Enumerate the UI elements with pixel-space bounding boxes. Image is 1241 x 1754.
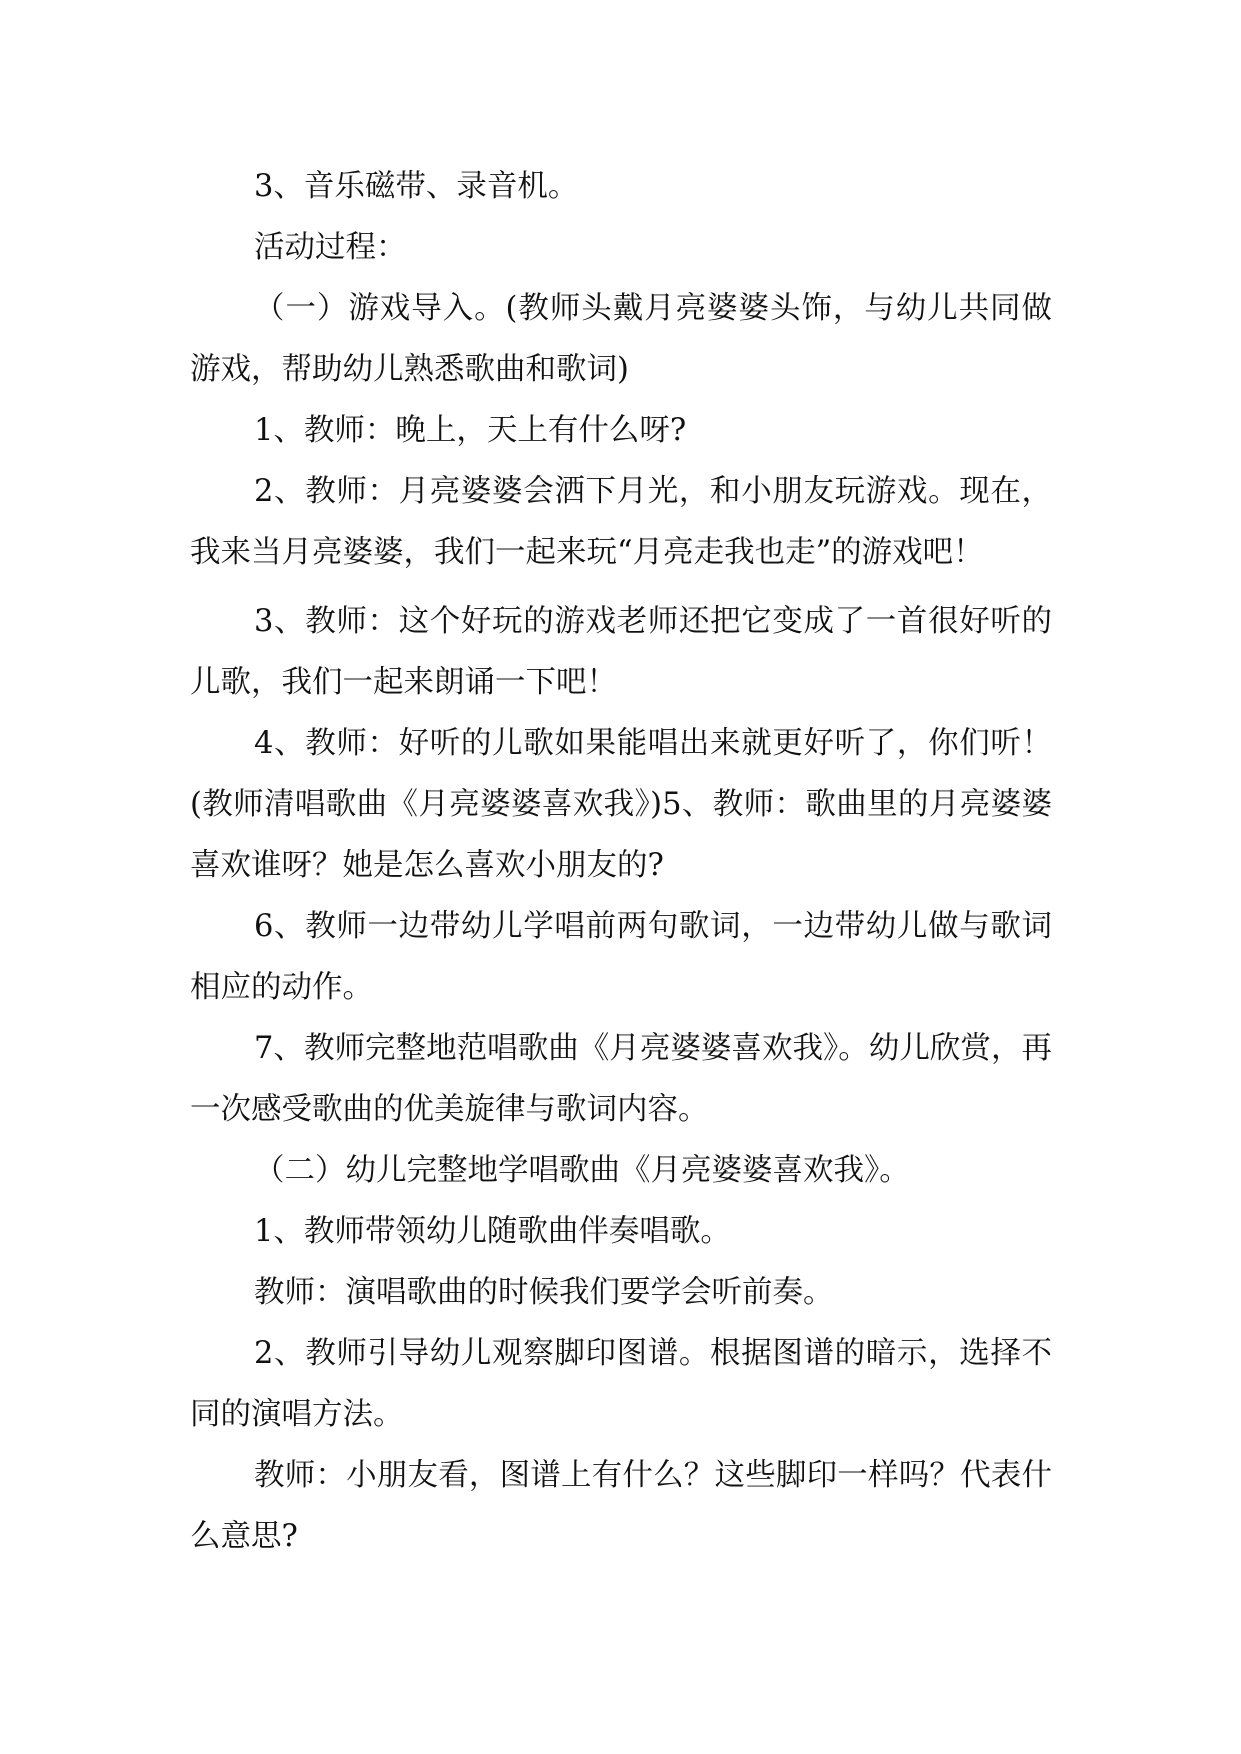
paragraph-step-7: 7、教师完整地范唱歌曲《月亮婆婆喜欢我》。幼儿欣赏，再一次感受歌曲的优美旋律与歌词内容。 [190,1031,1052,1127]
paragraph-section-1-heading: （一）游戏导入。(教师头戴月亮婆婆头饰，与幼儿共同做游戏，帮助幼儿熟悉歌曲和歌词) [190,291,1052,387]
paragraph-step-4-5: 4、教师：好听的儿歌如果能唱出来就更好听了，你们听！(教师清唱歌曲《月亮婆婆喜欢我》)5、教师：歌曲里的月亮婆婆喜欢谁呀？她是怎么喜欢小朋友的? [190,726,1052,883]
paragraph-activity-process-heading: 活动过程： [254,230,407,265]
paragraph-section-2-teacher-question: 教师：小朋友看，图谱上有什么？这些脚印一样吗？代表什么意思? [190,1458,1052,1554]
paragraph-section-2-step-2: 2、教师引导幼儿观察脚印图谱。根据图谱的暗示，选择不同的演唱方法。 [190,1336,1052,1432]
document-body [190,156,1052,1567]
paragraph-step-6: 6、教师一边带幼儿学唱前两句歌词，一边带幼儿做与歌词相应的动作。 [190,909,1052,1005]
paragraph-section-2-teacher-note: 教师：演唱歌曲的时候我们要学会听前奏。 [254,1275,834,1310]
paragraph-materials-3: 3、音乐磁带、录音机。 [254,169,579,204]
paragraph-section-2-step-1: 1、教师带领幼儿随歌曲伴奏唱歌。 [254,1214,731,1249]
paragraph-step-3: 3、教师：这个好玩的游戏老师还把它变成了一首很好听的儿歌，我们一起来朗诵一下吧！ [190,604,1052,700]
paragraph-step-2: 2、教师：月亮婆婆会洒下月光，和小朋友玩游戏。现在，我来当月亮婆婆，我们一起来玩“月亮走我也走”的游戏吧！ [190,474,1052,570]
paragraph-section-2-heading: （二）幼儿完整地学唱歌曲《月亮婆婆喜欢我》。 [254,1153,910,1188]
paragraph-step-1: 1、教师：晚上，天上有什么呀? [254,413,687,448]
